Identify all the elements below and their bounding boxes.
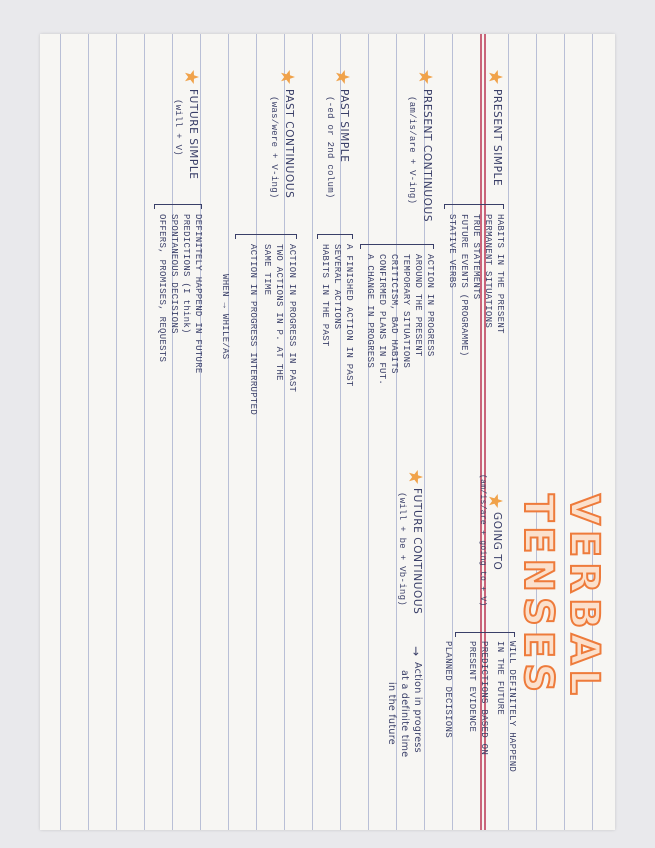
star-icon bbox=[185, 70, 199, 84]
use-item: DEFINITELY HAPPEND IN FUTURE bbox=[193, 214, 203, 374]
use-item: OFFERS, PROMISES, REQUESTS bbox=[157, 214, 167, 363]
use-item: A CHANGE IN PROGRESS bbox=[365, 254, 375, 369]
use-item: SEVERAL ACTIONS bbox=[332, 244, 342, 330]
bracket bbox=[235, 234, 297, 239]
heading-future-continuous: FUTURE CONTINUOUS bbox=[411, 488, 423, 615]
use-item: SPONTANEOUS DECISIONS bbox=[169, 214, 179, 334]
use-item: STATIVE VERBS bbox=[447, 214, 457, 289]
heading-past-continuous: PAST CONTINUOUS bbox=[283, 89, 295, 199]
star-icon bbox=[489, 70, 503, 84]
use-item: A FINISHED ACTION IN PAST bbox=[344, 244, 354, 387]
star-icon bbox=[336, 70, 350, 84]
use-item: FUTURE EVENTS (PROGRAMME) bbox=[459, 214, 469, 357]
connector-note: WHEN → WHILE/AS bbox=[220, 274, 230, 360]
bracket bbox=[444, 204, 504, 209]
description-line: Action in progress bbox=[412, 662, 423, 753]
use-item: IN THE FUTURE bbox=[495, 641, 505, 716]
use-item: PERMANENT SITUATIONS bbox=[483, 214, 493, 329]
use-item: CRITICISM, BAD HABITS bbox=[389, 254, 399, 374]
arrow-icon: → bbox=[409, 646, 423, 657]
formula: (-ed or 2nd colum) bbox=[325, 96, 335, 199]
heading-present-simple: PRESENT SIMPLE bbox=[491, 89, 503, 187]
use-item: SAME TIME bbox=[262, 244, 272, 296]
formula: (am/is/are + going to + V) bbox=[478, 474, 487, 607]
bracket bbox=[154, 204, 202, 209]
use-item: ACTION IN PROGRESS IN PAST bbox=[287, 244, 297, 393]
use-item: TRUE STATEMENTS bbox=[471, 214, 481, 300]
formula: (was/were + V-ing) bbox=[269, 96, 279, 199]
use-item: TWO ACTIONS IN P. AT THE bbox=[274, 244, 284, 381]
bracket bbox=[455, 632, 515, 637]
formula: (am/is/are + V-ing) bbox=[407, 96, 417, 205]
star-icon bbox=[409, 470, 423, 484]
use-item: ACTION IN PROGRESS bbox=[425, 254, 435, 357]
use-item: HABITS IN THE PRESENT bbox=[495, 214, 505, 334]
description-line: at a definite time bbox=[399, 670, 410, 758]
page-title: VERBAL TENSES bbox=[515, 494, 607, 701]
notebook-page bbox=[40, 34, 615, 830]
formula: (will + be + Vb-ing) bbox=[397, 492, 407, 607]
use-item: CONFIRMED PLANS IN FUT. bbox=[377, 254, 387, 386]
use-item: PREDICTIONS (I think) bbox=[181, 214, 191, 334]
use-item: PREDICTIONS BASED ON bbox=[479, 641, 489, 756]
heading-going-to: GOING TO bbox=[491, 512, 503, 571]
use-item: AROUND THE PRESENT bbox=[413, 254, 423, 357]
heading-future-simple: FUTURE SIMPLE bbox=[187, 89, 199, 180]
use-item: ACTION IN PROGRESS INTERRUPTED bbox=[248, 244, 258, 416]
bracket bbox=[360, 244, 434, 249]
heading-present-continuous: PRESENT CONTINUOUS bbox=[421, 89, 433, 223]
star-icon bbox=[419, 70, 433, 84]
heading-past-simple: PAST SIMPLE bbox=[338, 89, 350, 163]
notes-canvas bbox=[40, 34, 615, 830]
star-icon bbox=[281, 70, 295, 84]
formula: (will + V) bbox=[173, 99, 183, 157]
use-item: HABITS IN THE PAST bbox=[320, 244, 330, 347]
description-line: in the future bbox=[386, 682, 397, 745]
use-item: TEMPORARY SITUATIONS bbox=[401, 254, 411, 369]
use-item: WILL DEFINITELY HAPPEND bbox=[507, 641, 517, 773]
use-item: PLANNED DECISIONS bbox=[443, 641, 453, 738]
star-icon bbox=[489, 494, 503, 508]
use-item: PRESENT EVIDENCE bbox=[467, 641, 477, 733]
bracket bbox=[317, 234, 353, 239]
